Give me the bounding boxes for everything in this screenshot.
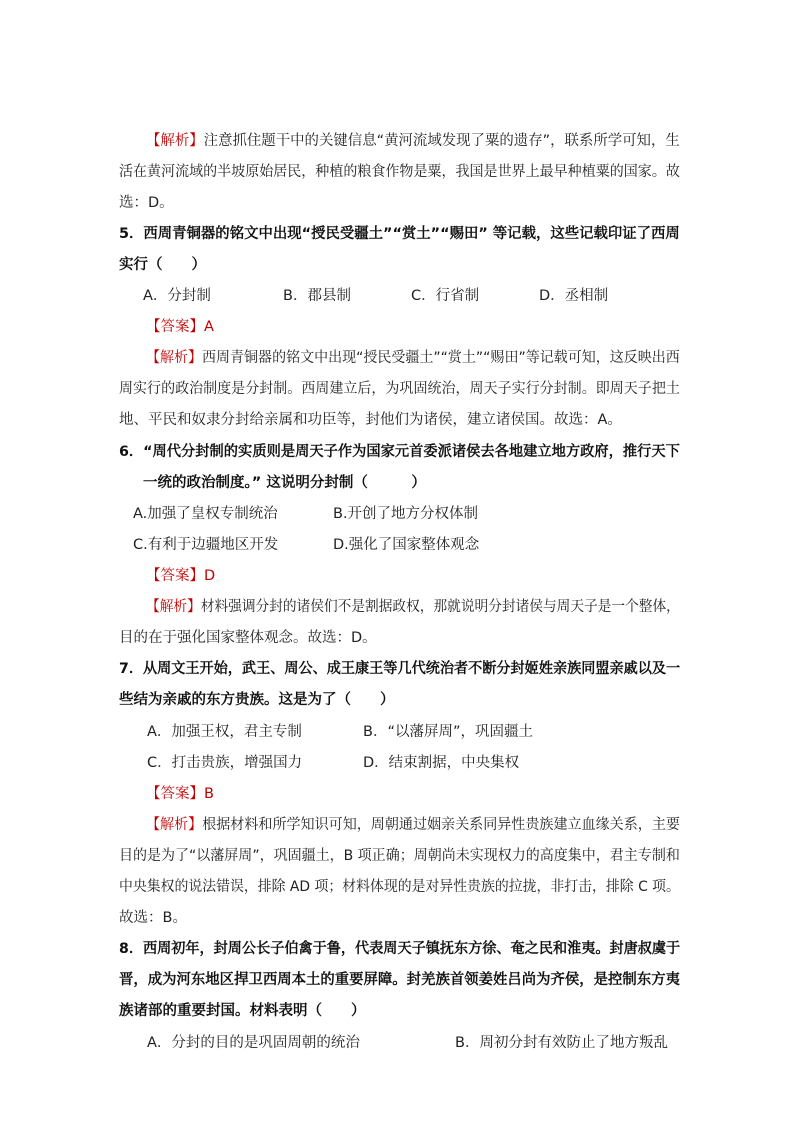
q5-analysis-line-1: 【解析】西周青铜器的铭文中出现“授民受疆土”“赏土”“赐田”等记载可知，这反映出西 bbox=[146, 350, 680, 366]
q5-answer: 【答案】A bbox=[146, 319, 214, 335]
q8-stem-line-1: 8．西周初年，封周公长子伯禽于鲁，代表周天子镇抚东方徐、奄之民和淮夷。封唐叔虞于 bbox=[119, 941, 681, 957]
q6-option-d: D.强化了国家整体观念 bbox=[333, 537, 480, 553]
q6-option-a: A.加强了皇权专制统治 bbox=[133, 506, 278, 522]
q6-answer: 【答案】D bbox=[146, 568, 216, 584]
q8-option-b: B．周初分封有效防止了地方叛乱 bbox=[455, 1035, 668, 1051]
q5-option-c: C．行省制 bbox=[411, 288, 480, 304]
q7-option-a: A．加强王权，君主专制 bbox=[147, 724, 302, 740]
q7-option-c: C．打击贵族，增强国力 bbox=[147, 755, 303, 771]
q4-analysis-tag: 【解析】 bbox=[146, 133, 204, 149]
q5-stem-line-2: 实行（ ） bbox=[119, 257, 206, 273]
q8-stem-line-3: 族诸部的重要封国。材料表明（ ） bbox=[119, 1003, 366, 1019]
q5-analysis-line-3: 地、平民和奴隶分封给亲属和功臣等，封他们为诸侯，建立诸侯国。故选：A。 bbox=[119, 412, 622, 428]
q5-option-b: B．郡县制 bbox=[283, 288, 351, 304]
q6-option-c: C.有利于边疆地区开发 bbox=[133, 537, 279, 553]
q5-option-d: D．丞相制 bbox=[539, 288, 609, 304]
q6-analysis-tag: 【解析】 bbox=[146, 599, 201, 615]
q7-analysis-line-3: 中央集权的说法错误，排除 AD 项；材料体现的是对异性贵族的拉拢，非打击，排除 C 项。 bbox=[119, 879, 680, 895]
q7-analysis-line-4: 故选：B。 bbox=[119, 910, 187, 926]
q5-option-a: A．分封制 bbox=[143, 288, 211, 304]
q4-analysis-line-3: 选：D。 bbox=[119, 195, 174, 211]
q7-option-b: B．“以藩屏周”，巩固疆土 bbox=[363, 724, 533, 740]
q6-stem-line-1: 6．“周代分封制的实质则是周天子作为国家元首委派诸侯去各地建立地方政府，推行天下 bbox=[119, 444, 680, 460]
q8-stem-line-2: 晋，成为河东地区捍卫西周本土的重要屏障。封羌族首领姜姓吕尚为齐侯，是控制东方夷 bbox=[119, 972, 680, 988]
q5-analysis-tag: 【解析】 bbox=[146, 350, 203, 366]
q7-stem-line-2: 些结为亲戚的东方贵族。这是为了（ ） bbox=[119, 692, 395, 708]
q7-analysis-line-2: 目的是为了“以藩屏周”，巩固疆土，B 项正确；周朝尚未实现权力的高度集中，君主专制和 bbox=[119, 848, 680, 864]
q7-answer: 【答案】B bbox=[146, 786, 214, 802]
q6-option-b: B.开创了地方分权体制 bbox=[333, 506, 479, 522]
q8-option-a: A．分封的目的是巩固周朝的统治 bbox=[147, 1035, 360, 1051]
q5-stem-line-1: 5．西周青铜器的铭文中出现“授民受疆土”“赏土”“赐田” 等记载，这些记载印证了西周 bbox=[119, 226, 680, 242]
q6-analysis-line-1: 【解析】材料强调分封的诸侯们不是割据政权，那就说明分封诸侯与周天子是一个整体， bbox=[146, 599, 680, 615]
q4-analysis-line-2: 活在黄河流域的半坡原始居民，种植的粮食作物是粟，我国是世界上最早种植粟的国家。故 bbox=[119, 164, 680, 180]
q7-stem-line-1: 7．从周文王开始，武王、周公、成王康王等几代统治者不断分封姬姓亲族同盟亲戚以及一 bbox=[119, 661, 681, 677]
q5-analysis-line-2: 周实行的政治制度是分封制。西周建立后，为巩固统治，周天子实行分封制。即周天子把土 bbox=[119, 381, 680, 397]
q6-analysis-line-2: 目的在于强化国家整体观念。故选：D。 bbox=[119, 630, 377, 646]
q7-option-d: D．结束割据，中央集权 bbox=[363, 755, 520, 771]
q6-stem-line-2: 一统的政治制度。” 这说明分封制（ ） bbox=[143, 475, 426, 491]
q4-analysis-line-1: 【解析】注意抓住题干中的关键信息“黄河流域发现了粟的遗存”，联系所学可知，生 bbox=[146, 133, 680, 149]
q7-analysis-tag: 【解析】 bbox=[146, 817, 203, 833]
q7-analysis-line-1: 【解析】根据材料和所学知识可知，周朝通过姻亲关系同异性贵族建立血缘关系，主要 bbox=[146, 817, 680, 833]
